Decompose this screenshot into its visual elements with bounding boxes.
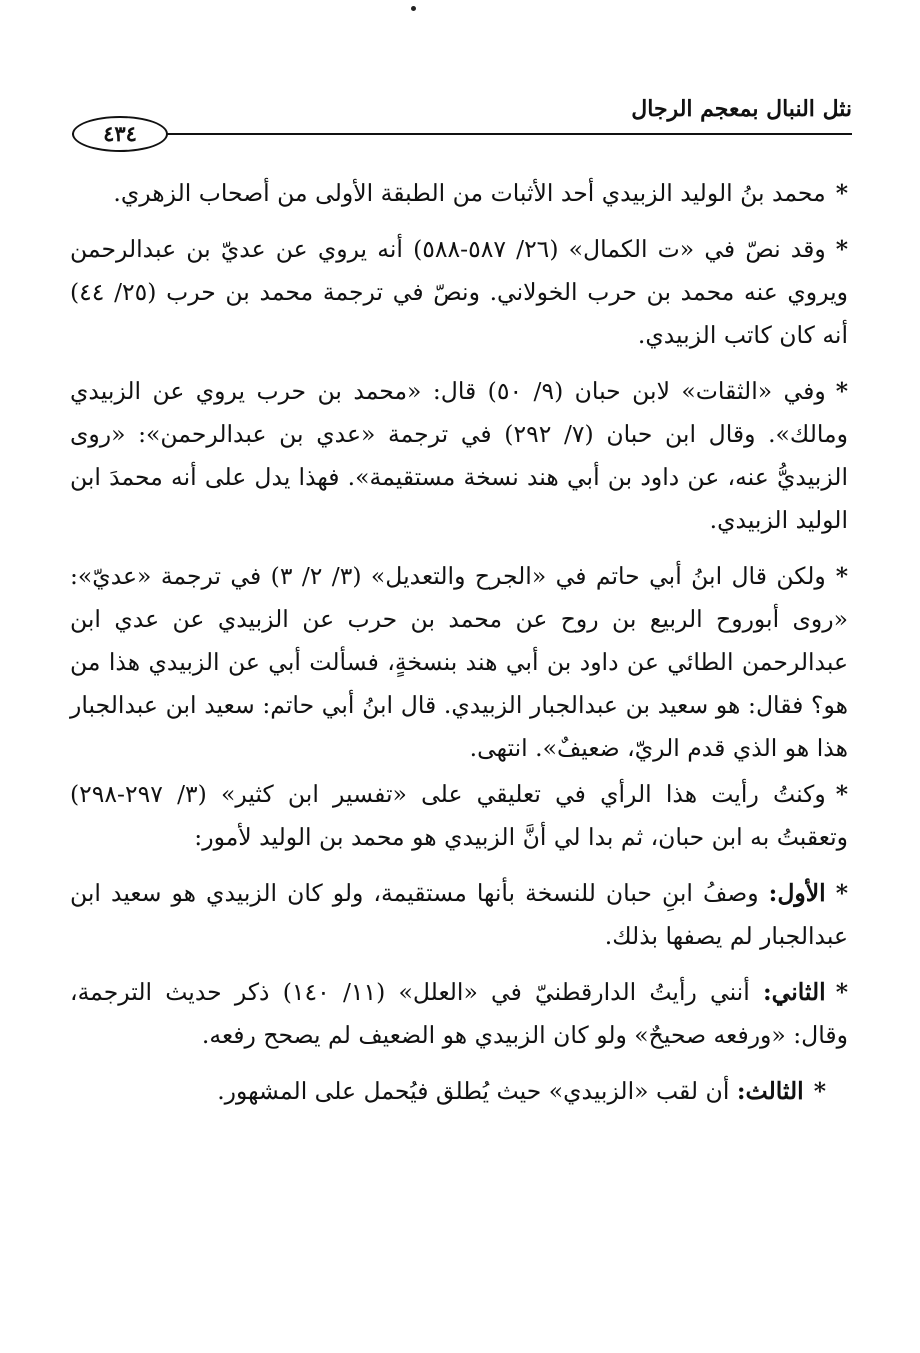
paragraph-1: [70, 172, 848, 215]
header-rule: [72, 133, 852, 135]
paragraph-2: [70, 228, 848, 357]
paragraph-text: أن لقب «الزبيدي» حيث يُطلق فيُحمل على المشهور.: [217, 1077, 730, 1105]
paragraph-marker: *: [835, 377, 849, 405]
paragraph-marker: *: [835, 179, 848, 207]
paragraph-text: ولكن قال ابنُ أبي حاتم في «الجرح والتعديل» (٣/ ٢/ ٣) في ترجمة «عديّ»: «روى أبوروح الربيع بن روح عن محمد بن حرب عن الزبيدي عن عدي ابن عبدالرحمن الطائي عن داود بن أبي هند بنسخةٍ، فسألت أبي عن الزبيدي هذا من هو؟ فقال: هو سعيد بن عبدالجبار الزبيدي. قال ابنُ أبي حاتم: سعيد ابن عبدالجبار هذا هو الذي قدم الريّ، ضعيفٌ». انتهى.: [70, 562, 849, 762]
paragraph-text: محمد بنُ الوليد الزبيدي أحد الأثبات من الطبقة الأولى من أصحاب الزهري.: [113, 179, 826, 207]
paragraph-lead: الثاني:: [762, 978, 826, 1006]
paragraph-text: وقد نصّ في «ت الكمال» (٢٦/ ٥٨٧-٥٨٨) أنه يروي عن عديّ بن عبدالرحمن ويروي عنه محمد بن حرب الخولاني. ونصّ في ترجمة محمد بن حرب (٢٥/ ٤٤) أنه كان كاتب الزبيدي.: [70, 235, 848, 349]
paragraph-lead: الثالث:: [736, 1077, 804, 1105]
paragraph-6: [70, 872, 848, 958]
paragraph-marker: *: [835, 562, 849, 590]
ink-dot: [411, 6, 416, 11]
paragraph-text: أنني رأيتُ الدارقطنيّ في «العلل» (١١/ ١٤٠) ذكر حديث الترجمة، وقال: «ورفعه صحيحٌ» ولو كان الزبيدي هو الضعيف لم يصحح رفعه.: [70, 978, 848, 1049]
paragraph-4: [70, 555, 848, 770]
page-body: [70, 172, 848, 1113]
paragraph-text: وصفُ ابنِ حبان للنسخة بأنها مستقيمة، ولو كان الزبيدي هو سعيد ابن عبدالجبار لم يصفها بذلك.: [70, 879, 848, 950]
running-title: نثل النبال بمعجم الرجال: [631, 96, 852, 122]
paragraph-5: [70, 773, 848, 859]
paragraph-marker: *: [835, 780, 848, 808]
paragraph-lead: الأول:: [768, 879, 826, 907]
page-header: [72, 92, 852, 152]
paragraph-text: وفي «الثقات» لابن حبان (٩/ ٥٠) قال: «محمد بن حرب يروي عن الزبيدي ومالك». وقال ابن حبان (٧/ ٢٩٢) في ترجمة «عدي بن عبدالرحمن»: «روى الزبيديُّ عنه، عن داود بن أبي هند نسخة مستقيمة». فهذا يدل على أنه محمدَ ابن الوليد الزبيدي.: [70, 377, 848, 534]
paragraph-marker: *: [835, 978, 849, 1006]
paragraph-8: [70, 1070, 848, 1113]
paragraph-marker: *: [835, 235, 849, 263]
paragraph-marker: *: [835, 879, 848, 907]
paragraph-text: وكنتُ رأيت هذا الرأي في تعليقي على «تفسير ابن كثير» (٣/ ٢٩٧-٢٩٨) وتعقبتُ به ابن حبان، ثم بدا لي أنَّ الزبيدي هو محمد بن الوليد لأمور:: [70, 780, 848, 851]
paragraph-3: [70, 370, 848, 542]
paragraph-marker: *: [813, 1077, 826, 1105]
paragraph-7: [70, 971, 848, 1057]
page-number: ٤٣٤: [72, 116, 168, 152]
